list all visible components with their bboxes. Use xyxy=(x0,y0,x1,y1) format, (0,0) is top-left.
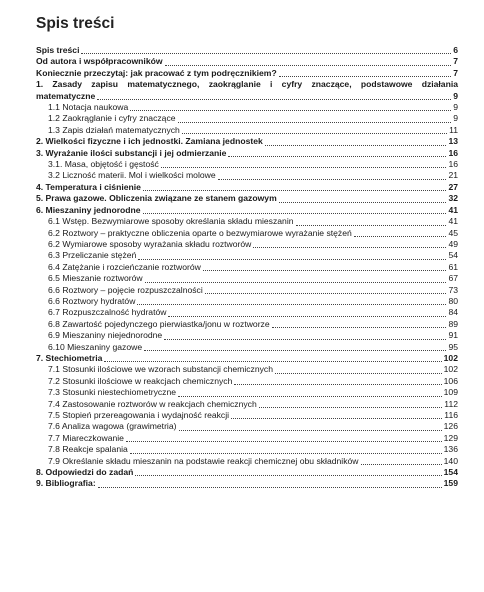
toc-entry-label: 7.8 Reakcje spalania xyxy=(48,444,128,455)
dot-leader xyxy=(165,65,452,66)
toc-section-entry[interactable] xyxy=(36,433,458,444)
toc-section-entry[interactable] xyxy=(36,410,458,421)
dot-leader xyxy=(275,373,442,374)
toc-page-number: 49 xyxy=(448,238,458,249)
toc-entry-label: 6.4 Zatężanie i rozcieńczanie roztworów xyxy=(48,261,201,272)
toc-entry-label: 6.7 Rozpuszczalność hydratów xyxy=(48,307,167,318)
toc-entry-label: 7.2 Stosunki ilościowe w reakcjach chemicznych xyxy=(48,375,233,386)
toc-section-entry[interactable] xyxy=(36,456,458,467)
toc-entry-label: 7.3 Stosunki niestechiometryczne xyxy=(48,387,177,398)
toc-chapter-entry[interactable] xyxy=(36,79,458,102)
toc-page-number: 140 xyxy=(443,455,458,466)
toc-chapter-entry[interactable] xyxy=(36,148,458,159)
toc-entry-label: 6.5 Mieszanie roztworów xyxy=(48,273,143,284)
toc-page-number: 67 xyxy=(448,273,458,284)
toc-entry-label: Koniecznie przeczytaj: jak pracować z tym podręcznikiem? xyxy=(36,67,277,78)
dot-leader xyxy=(97,99,451,100)
dot-leader xyxy=(164,339,446,340)
toc-entry-label: 6.6 Roztwory hydratów xyxy=(48,295,136,306)
toc-page-number: 6 xyxy=(453,45,458,55)
toc-page-number: 21 xyxy=(448,170,458,181)
dot-leader xyxy=(253,247,446,248)
toc-entry-label: 6.2 Wymiarowe sposoby wyrażania składu roztworów xyxy=(48,238,252,249)
toc-page-number: 9 xyxy=(453,90,458,101)
dot-leader xyxy=(272,327,447,328)
dot-leader xyxy=(178,396,442,397)
toc-section-entry[interactable] xyxy=(36,273,458,284)
toc-section-entry[interactable] xyxy=(36,285,458,296)
toc-chapter-entry[interactable] xyxy=(36,45,458,56)
toc-page-number: 91 xyxy=(448,330,458,341)
dot-leader xyxy=(178,122,452,123)
toc-entry-label: 6.10 Mieszaniny gazowe xyxy=(48,341,143,352)
toc-section-entry[interactable] xyxy=(36,216,458,227)
dot-leader xyxy=(361,464,442,465)
toc-page-number: 13 xyxy=(448,136,458,147)
toc-page-number: 116 xyxy=(444,410,458,420)
toc-page-number: 112 xyxy=(444,398,458,409)
toc-entry-label: 3. Wyrażanie ilości substancji i jej odmierzanie xyxy=(36,147,227,158)
toc-section-entry[interactable] xyxy=(36,342,458,353)
dot-leader xyxy=(143,213,447,214)
toc-chapter-entry[interactable] xyxy=(36,467,458,478)
toc-page-number: 16 xyxy=(448,147,458,158)
toc-section-entry[interactable] xyxy=(36,296,458,307)
toc-entry-label: 1.1 Notacja naukowa xyxy=(48,102,129,113)
toc-entry-label: 6.9 Mieszaniny niejednorodne xyxy=(48,330,163,341)
toc-page-number: 102 xyxy=(443,352,458,363)
toc-page-number: 136 xyxy=(443,444,458,455)
toc-entry-label: 6.6 Roztwory – pojęcie rozpuszczalności xyxy=(48,284,203,295)
toc-entry-label: 8. Odpowiedzi do zadań xyxy=(36,467,134,478)
toc-page-number: 11 xyxy=(449,124,458,135)
dot-leader xyxy=(168,316,446,317)
dot-leader xyxy=(81,53,451,54)
toc-page-number: 84 xyxy=(448,307,458,318)
toc-entry-label: 7.5 Stopień przereagowania i wydajność reakcji xyxy=(48,410,230,420)
toc-entry-label: 7.9 Określanie składu mieszanin na podstawie reakcji chemicznej obu składników xyxy=(48,455,359,466)
toc-entry-label: 6.3 Przeliczanie stężeń xyxy=(48,250,137,261)
toc-section-entry[interactable] xyxy=(36,262,458,273)
toc-entry-label: 6.1 Wstęp. Bezwymiarowe sposoby określania składu mieszanin xyxy=(48,216,294,227)
dot-leader xyxy=(265,145,447,146)
toc-section-entry[interactable] xyxy=(36,444,458,455)
dot-leader xyxy=(135,475,441,476)
toc-section-entry[interactable] xyxy=(36,364,458,375)
toc-section-entry[interactable] xyxy=(36,239,458,250)
toc-page-number: 9 xyxy=(453,102,458,113)
dot-leader xyxy=(228,156,446,157)
page-title: Spis treści xyxy=(36,15,115,32)
toc-section-entry[interactable] xyxy=(36,399,458,410)
dot-leader xyxy=(126,441,442,442)
dot-leader xyxy=(279,202,447,203)
toc-page-number: 109 xyxy=(443,387,458,398)
toc-page-number: 154 xyxy=(443,467,458,478)
toc-entry-label: 2. Wielkości fizyczne i ich jednostki. Zamiana jednostek xyxy=(36,136,263,147)
dot-leader xyxy=(205,293,447,294)
toc-page-number: 9 xyxy=(453,113,458,124)
table-of-contents xyxy=(36,45,458,490)
toc-entry-label: Od autora i współpracowników xyxy=(36,56,163,67)
toc-chapter-entry[interactable] xyxy=(36,478,458,489)
toc-entry-label: 7.6 Analiza wagowa (grawimetria) xyxy=(48,421,177,432)
dot-leader xyxy=(296,225,447,226)
dot-leader xyxy=(259,407,443,408)
toc-chapter-entry[interactable] xyxy=(36,56,458,67)
toc-section-entry[interactable] xyxy=(36,307,458,318)
toc-entry-label: 7.7 Miareczkowanie xyxy=(48,432,124,443)
toc-page-number: 41 xyxy=(448,216,458,227)
toc-section-entry[interactable] xyxy=(36,319,458,330)
toc-page-number: 73 xyxy=(448,284,458,295)
toc-entry-label: 7. Stechiometria xyxy=(36,352,103,363)
toc-chapter-entry[interactable] xyxy=(36,68,458,79)
toc-page-number: 27 xyxy=(448,181,458,192)
toc-chapter-entry[interactable] xyxy=(36,205,458,216)
dot-leader xyxy=(104,361,441,362)
toc-entry-label: 7.4 Zastosowanie roztworów w reakcjach chemicznych xyxy=(48,398,257,409)
toc-page-number: 16 xyxy=(448,159,458,170)
toc-section-entry[interactable] xyxy=(36,376,458,387)
toc-section-entry[interactable] xyxy=(36,170,458,181)
toc-section-entry[interactable] xyxy=(36,159,458,170)
dot-leader xyxy=(144,350,446,351)
dot-leader xyxy=(143,190,447,191)
toc-page-number: 7 xyxy=(453,67,458,78)
toc-entry-label: Spis treści xyxy=(36,45,80,55)
toc-page-number: 54 xyxy=(448,250,458,261)
dot-leader xyxy=(179,430,442,431)
toc-section-entry[interactable] xyxy=(36,250,458,261)
dot-leader xyxy=(145,282,447,283)
toc-entry-label: 1.3 Zapis działań matematycznych xyxy=(48,124,180,135)
toc-page-number: 45 xyxy=(448,227,458,238)
toc-section-entry[interactable] xyxy=(36,102,458,113)
dot-leader xyxy=(137,304,446,305)
toc-entry-label: 3.2 Liczność materii. Mol i wielkości molowe xyxy=(48,170,216,181)
dot-leader xyxy=(161,167,447,168)
dot-leader xyxy=(234,384,441,385)
toc-entry-label: 1.2 Zaokrąglanie i cyfry znaczące xyxy=(48,113,176,124)
toc-entry-label: 3.1. Masa, objętość i gęstość xyxy=(48,159,159,170)
dot-leader xyxy=(279,76,452,77)
dot-leader xyxy=(98,487,442,488)
toc-page-number: 89 xyxy=(448,318,458,329)
toc-entry-label: 6.2 Roztwory – praktyczne obliczenia oparte o bezwymiarowe wyrażanie stężeń xyxy=(48,227,352,238)
toc-chapter-entry[interactable] xyxy=(36,193,458,204)
toc-page-number: 106 xyxy=(443,375,458,386)
toc-entry-label: 7.1 Stosunki ilościowe we wzorach substancji chemicznych xyxy=(48,364,273,375)
toc-page-number: 159 xyxy=(443,478,458,489)
toc-page-number: 61 xyxy=(448,261,458,272)
dot-leader xyxy=(130,110,451,111)
toc-section-entry[interactable] xyxy=(36,113,458,124)
dot-leader xyxy=(182,133,447,134)
dot-leader xyxy=(138,259,446,260)
toc-page-number: 41 xyxy=(448,204,458,215)
dot-leader xyxy=(218,179,447,180)
toc-page-number: 102 xyxy=(443,364,458,375)
toc-entry-label: 9. Bibliografia: xyxy=(36,478,96,489)
toc-entry-label: 6. Mieszaniny jednorodne xyxy=(36,204,141,215)
toc-section-entry[interactable] xyxy=(36,228,458,239)
toc-chapter-entry[interactable] xyxy=(36,182,458,193)
toc-page-number: 95 xyxy=(448,341,458,352)
toc-page-number: 7 xyxy=(453,56,458,67)
toc-section-entry[interactable] xyxy=(36,387,458,398)
toc-chapter-entry[interactable] xyxy=(36,353,458,364)
toc-section-entry[interactable] xyxy=(36,125,458,136)
toc-page-number: 32 xyxy=(448,193,458,204)
toc-page-number: 126 xyxy=(443,421,458,432)
toc-entry-label: 6.8 Zawartość pojedynczego pierwiastka/jonu w roztworze xyxy=(48,318,270,329)
toc-section-entry[interactable] xyxy=(36,330,458,341)
dot-leader xyxy=(231,418,442,419)
toc-entry-label-continued: matematyczne xyxy=(36,90,96,101)
dot-leader xyxy=(354,236,447,237)
toc-entry-label: 5. Prawa gazowe. Obliczenia związane ze stanem gazowym xyxy=(36,193,277,204)
toc-entry-label: 4. Temperatura i ciśnienie xyxy=(36,181,141,192)
toc-section-entry[interactable] xyxy=(36,421,458,432)
toc-page-number: 129 xyxy=(443,432,458,443)
dot-leader xyxy=(130,453,442,454)
toc-chapter-entry[interactable] xyxy=(36,136,458,147)
toc-entry-label: 1. Zasady zapisu matematycznego, zaokrąglanie i cyfry znaczące, podstawowe działania xyxy=(36,79,458,90)
dot-leader xyxy=(203,270,447,271)
toc-page-number: 80 xyxy=(448,295,458,306)
